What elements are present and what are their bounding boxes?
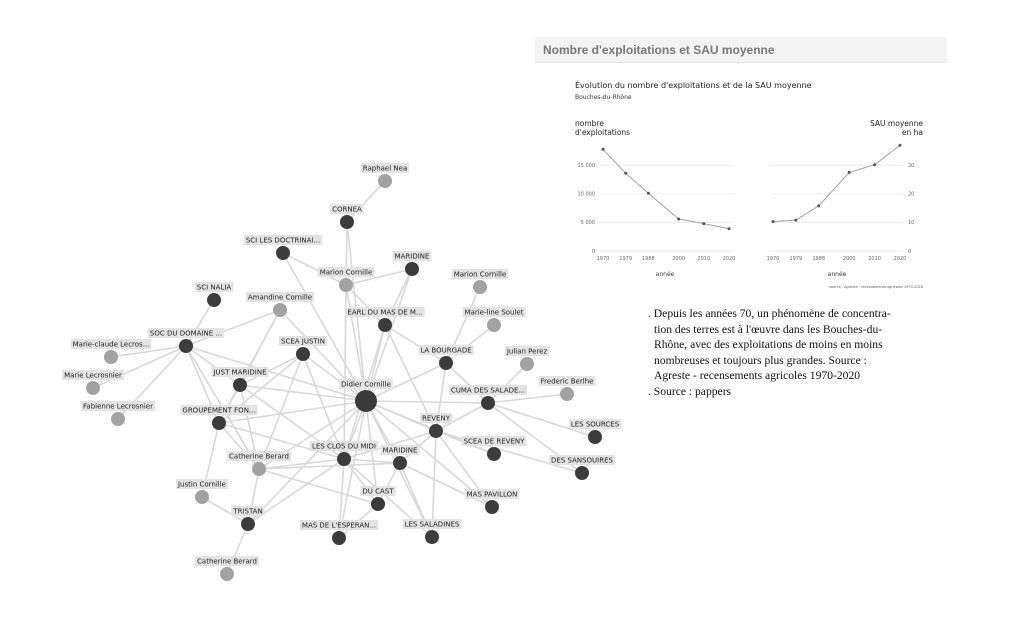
network-node[interactable] [330, 204, 364, 229]
y-tick-label: 10 [908, 220, 915, 227]
node-label: Catherine Berard [229, 452, 289, 461]
x-tick-label: 1979 [619, 256, 633, 262]
node-circle[interactable] [195, 490, 209, 504]
network-node[interactable] [462, 436, 527, 461]
node-label: CUMA DES SALADE... [450, 386, 526, 395]
left-panel [578, 148, 736, 262]
node-label: Marie-claude Lecros... [72, 340, 150, 349]
network-edge [347, 181, 385, 222]
node-label: DU CAST [362, 487, 394, 496]
node-circle[interactable] [575, 466, 589, 480]
note-line: . Source : pappers [648, 384, 732, 398]
node-label: GROUPEMENT FON... [182, 406, 256, 415]
node-circle[interactable] [337, 452, 351, 466]
node-circle[interactable] [425, 530, 439, 544]
x-tick-label: 2010 [697, 256, 711, 262]
y-tick-label: 0 [908, 248, 912, 255]
x-tick-label: 2020 [893, 256, 907, 262]
data-point [728, 227, 731, 230]
data-point [794, 219, 797, 222]
node-circle[interactable] [241, 517, 255, 531]
network-node[interactable] [71, 339, 152, 364]
data-point [624, 172, 627, 175]
node-circle[interactable] [212, 416, 226, 430]
network-node[interactable] [246, 292, 314, 317]
node-label: Marie Lecrosnier [64, 371, 122, 380]
node-circle[interactable] [393, 456, 407, 470]
network-edge [488, 364, 527, 403]
network-node[interactable] [360, 486, 395, 511]
series-line [773, 145, 900, 221]
network-node[interactable] [465, 489, 520, 514]
node-label: MARIDINE [382, 446, 418, 455]
node-label: SCEA DE REVENY [463, 437, 525, 446]
data-point [899, 144, 902, 147]
node-label: Marie-line Soulet [464, 308, 524, 317]
node-label: Amandine Cornille [247, 293, 313, 302]
network-node[interactable] [361, 163, 409, 188]
node-circle[interactable] [104, 350, 118, 364]
x-tick-label: 2000 [842, 256, 856, 262]
node-label: SCI NALIA [196, 283, 232, 292]
y-tick-label: 30 [908, 163, 915, 170]
x-tick-label: 1970 [766, 256, 780, 262]
node-label: LES SALADINES [404, 520, 460, 529]
network-node[interactable] [549, 455, 615, 480]
node-label: Catherine Berard [197, 557, 257, 566]
data-point [647, 192, 650, 195]
node-circle[interactable] [220, 567, 234, 581]
network-node[interactable] [403, 519, 462, 544]
node-circle[interactable] [355, 390, 377, 412]
network-node[interactable] [449, 385, 527, 410]
node-circle[interactable] [111, 412, 125, 426]
data-point [848, 171, 851, 174]
network-edge [446, 363, 488, 403]
network-edge [446, 325, 494, 363]
data-point [602, 148, 605, 151]
node-label: Raphael Nea [362, 164, 408, 173]
y-tick-label: 10 000 [577, 191, 595, 198]
node-label: Didier Cornille [341, 380, 391, 389]
network-edge [366, 401, 488, 403]
node-circle[interactable] [296, 347, 310, 361]
series-line [603, 149, 729, 228]
network-node[interactable] [300, 520, 378, 545]
node-label: Frederic Berlhe [540, 377, 594, 386]
left-ylabel-line1: nombre [575, 119, 604, 128]
x-tick-label: 1988 [641, 256, 655, 262]
node-circle[interactable] [233, 378, 247, 392]
chart-subtitle: Bouches-du-Rhône [575, 94, 632, 101]
data-point [677, 218, 680, 221]
network-node[interactable] [244, 235, 322, 260]
data-point [772, 220, 775, 223]
data-point [702, 222, 705, 225]
node-circle[interactable] [378, 174, 392, 188]
note-line: Rhône, avec des exploitations de moins en moins [654, 338, 883, 352]
network-edge [186, 300, 214, 346]
node-circle[interactable] [485, 500, 499, 514]
node-circle[interactable] [339, 278, 353, 292]
right-panel [767, 144, 915, 262]
node-circle[interactable] [378, 318, 392, 332]
node-label: Marion Cornille [319, 268, 373, 277]
chart-panel [535, 37, 947, 295]
node-label: EARL DU MAS DE M... [347, 308, 423, 317]
node-circle[interactable] [588, 430, 602, 444]
notes-text [648, 306, 948, 400]
node-circle[interactable] [481, 396, 495, 410]
network-node[interactable] [418, 345, 473, 370]
network-node[interactable] [505, 346, 549, 371]
node-circle[interactable] [371, 497, 385, 511]
node-label: Fabienne Lecrosnier [83, 402, 153, 411]
node-circle[interactable] [273, 303, 287, 317]
line-chart [535, 63, 947, 295]
node-label: TRISTAN [233, 507, 263, 516]
note-line: Agreste - recensements agricoles 1970-2020 [654, 369, 861, 383]
chart-title: Évolution du nombre d'exploitations et de la SAU moyenne [575, 81, 812, 90]
node-circle[interactable] [429, 424, 443, 438]
node-circle[interactable] [179, 339, 193, 353]
network-edge [227, 524, 248, 574]
network-node[interactable] [381, 445, 420, 470]
node-circle[interactable] [276, 246, 290, 260]
note-line: nombreuses et toujours plus grandes. Source : [654, 353, 867, 367]
node-label: JUST MARIDINE [213, 368, 267, 377]
data-point [873, 163, 876, 166]
node-label: MARIDINE [394, 252, 430, 261]
node-label: SCEA JUSTIN [281, 337, 325, 346]
x-tick-label: 1970 [596, 256, 610, 262]
x-tick-label: 2010 [868, 256, 881, 262]
network-node[interactable] [227, 451, 291, 476]
network-node[interactable] [452, 269, 509, 294]
network-edge [488, 394, 567, 403]
node-label: LES CLOS DU MIDI [311, 442, 377, 451]
node-label: REVENY [421, 414, 451, 423]
node-circle[interactable] [86, 381, 100, 395]
chart-source: source : Agreste - recensements agricoles 1970-2020 [829, 285, 923, 289]
right-ylabel-line1: SAU moyenne [870, 119, 923, 128]
node-label: Justin Cornille [177, 480, 227, 489]
right-ylabel-line2: en ha [901, 128, 923, 137]
node-label: SCI LES DOCTRINAI... [245, 236, 321, 245]
node-circle[interactable] [487, 318, 501, 332]
node-label: CORNEA [332, 205, 362, 214]
node-circle[interactable] [520, 357, 534, 371]
node-circle[interactable] [560, 387, 574, 401]
network-node[interactable] [180, 405, 257, 430]
right-xlabel: année [827, 271, 847, 278]
node-circle[interactable] [439, 356, 453, 370]
x-tick-label: 2020 [722, 256, 736, 262]
y-tick-label: 5 000 [580, 220, 595, 227]
network-edges [93, 181, 595, 574]
node-label: Marion Cornille [453, 270, 507, 279]
network-node[interactable] [195, 282, 233, 307]
data-point [817, 204, 820, 207]
node-label: LA BOURGADE [420, 346, 472, 355]
x-tick-label: 1988 [812, 256, 826, 262]
node-circle[interactable] [487, 447, 501, 461]
chart-card [535, 63, 947, 295]
panel-header: Nombre d'exploitations et SAU moyenne [535, 37, 947, 63]
node-circle[interactable] [473, 280, 487, 294]
node-label: LES SOURCES [570, 420, 620, 429]
network-node[interactable] [62, 370, 124, 395]
node-label: DES SANSOUIRES [551, 456, 613, 465]
network-node[interactable] [539, 376, 596, 401]
node-circle[interactable] [332, 531, 346, 545]
network-node[interactable] [176, 479, 228, 504]
network-node[interactable] [462, 307, 525, 332]
network-node[interactable] [195, 556, 259, 581]
note-line: tion des terres est à l'œuvre dans les Bouches-du- [654, 322, 883, 336]
y-tick-label: 15 000 [577, 163, 595, 170]
node-circle[interactable] [252, 462, 266, 476]
network-node[interactable] [279, 336, 327, 361]
node-label: MAS PAVILLON [466, 490, 518, 499]
y-tick-label: 0 [591, 248, 595, 255]
node-circle[interactable] [405, 262, 419, 276]
network-edge [344, 459, 400, 463]
node-label: Julian Perez [506, 347, 548, 356]
network-node[interactable] [231, 506, 264, 531]
left-ylabel-line2: d'exploitations [575, 128, 631, 137]
y-tick-label: 20 [908, 191, 915, 198]
node-circle[interactable] [340, 215, 354, 229]
node-label: SOC DU DOMAINE ... [149, 329, 223, 338]
network-node[interactable] [81, 401, 155, 426]
node-circle[interactable] [207, 293, 221, 307]
x-tick-label: 1979 [789, 256, 803, 262]
x-tick-label: 2000 [672, 256, 685, 262]
node-label: MAS DE L'ESPERAN... [301, 521, 377, 530]
left-xlabel: année [655, 271, 675, 278]
note-line: . Depuis les années 70, un phénomène de concentra- [648, 307, 891, 320]
